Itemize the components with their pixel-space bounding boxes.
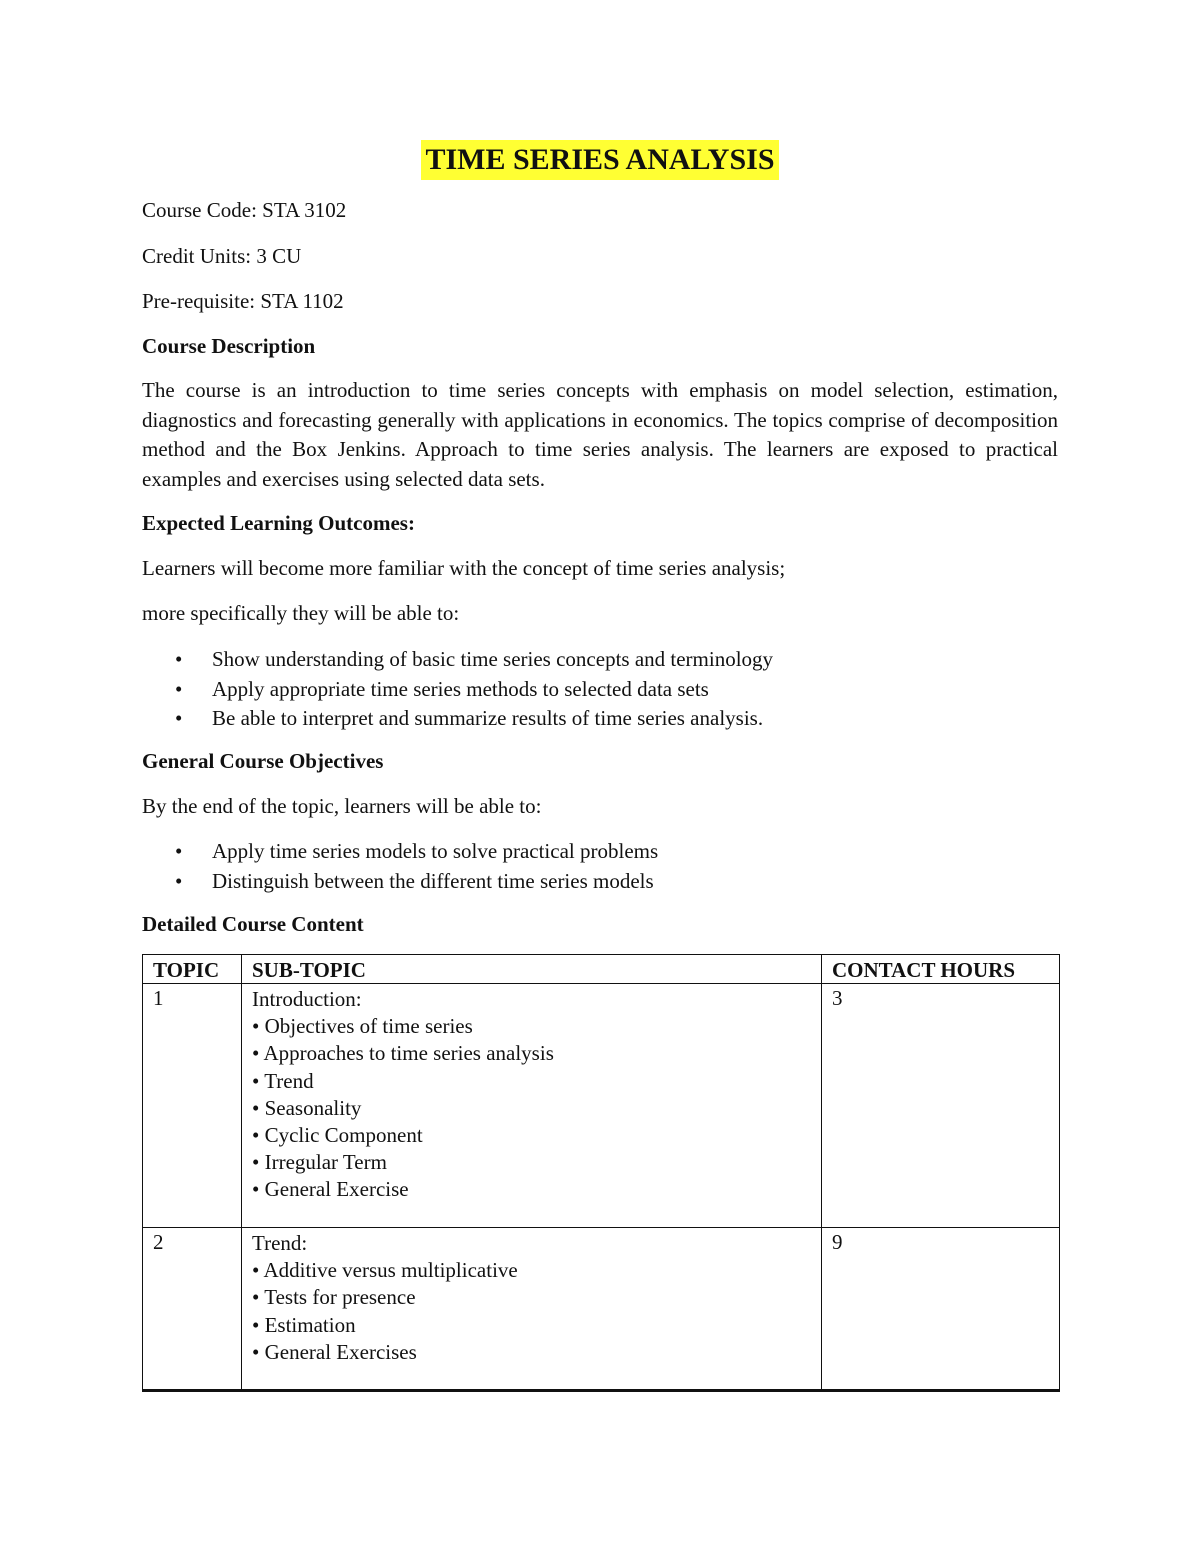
learning-outcomes-list <box>142 645 773 734</box>
course-objectives-intro: By the end of the topic, learners will be able to: <box>142 794 542 818</box>
course-content-table <box>142 954 1060 1392</box>
sub-topic-item: • Approaches to time series analysis <box>252 1041 554 1066</box>
course-content-heading: Detailed Course Content <box>142 912 364 936</box>
document-title: TIME SERIES ANALYSIS <box>421 140 778 180</box>
learning-outcomes-intro-2: more specifically they will be able to: <box>142 601 460 625</box>
sub-topic-item: • Additive versus multiplicative <box>252 1258 518 1283</box>
sub-topic-item: • Tests for presence <box>252 1285 416 1310</box>
sub-topic-item: • General Exercise <box>252 1177 409 1202</box>
list-item: • Show understanding of basic time series concepts and terminology <box>142 645 773 675</box>
course-code: Course Code: STA 3102 <box>142 198 347 222</box>
list-item: • Apply time series models to solve practical problems <box>142 837 658 867</box>
topic-number: 1 <box>143 984 242 1228</box>
list-item: • Distinguish between the different time series models <box>142 867 658 897</box>
sub-topic-title: Introduction: <box>252 987 362 1011</box>
course-objectives-heading: General Course Objectives <box>142 749 384 773</box>
sub-topic-item: • Cyclic Component <box>252 1123 423 1148</box>
table-row <box>143 984 1060 1228</box>
header-topic: TOPIC <box>143 955 242 984</box>
table-row <box>143 1228 1060 1391</box>
table-header-row <box>143 955 1060 984</box>
course-description-heading: Course Description <box>142 334 316 358</box>
contact-hours: 3 <box>822 984 1060 1228</box>
sub-topic-item: • General Exercises <box>252 1339 417 1364</box>
bullet-icon: • <box>175 706 183 730</box>
bullet-icon: • <box>175 676 183 701</box>
list-item: • Be able to interpret and summarize results of time series analysis. <box>142 704 773 734</box>
learning-outcomes-intro: Learners will become more familiar with the concept of time series analysis; <box>142 556 786 580</box>
learning-outcomes-heading: Expected Learning Outcomes: <box>142 511 415 535</box>
course-objectives-list <box>142 837 658 896</box>
bullet-icon: • <box>175 839 183 863</box>
sub-topic-item: • Estimation <box>252 1312 356 1337</box>
topic-number: 2 <box>143 1228 242 1391</box>
sub-topic-item: • Trend <box>252 1068 314 1093</box>
bullet-icon: • <box>175 647 183 671</box>
sub-topic-cell <box>242 984 822 1228</box>
sub-topic-cell <box>242 1228 822 1391</box>
sub-topic-item: • Objectives of time series <box>252 1014 473 1039</box>
credit-units: Credit Units: 3 CU <box>142 244 302 268</box>
contact-hours: 9 <box>822 1228 1060 1391</box>
sub-topic-item: • Seasonality <box>252 1095 362 1120</box>
sub-topic-item: • Irregular Term <box>252 1150 387 1175</box>
bullet-icon: • <box>175 868 183 893</box>
sub-topic-title: Trend: <box>252 1231 308 1255</box>
title-block <box>0 140 1200 180</box>
prerequisite: Pre-requisite: STA 1102 <box>142 289 344 313</box>
course-description-text: The course is an introduction to time series concepts with emphasis on model selection, estimation, diagnostics and forecasting generally with applications in economics. The topics comprise of decomposition method and the Box Jenkins. Approach to time series analysis. The learners are exposed to practical examples and exercises using selected data sets. <box>142 378 1058 492</box>
list-item: • Apply appropriate time series methods to selected data sets <box>142 675 773 705</box>
header-sub-topic: SUB-TOPIC <box>242 955 822 984</box>
header-contact-hours: CONTACT HOURS <box>822 955 1060 984</box>
